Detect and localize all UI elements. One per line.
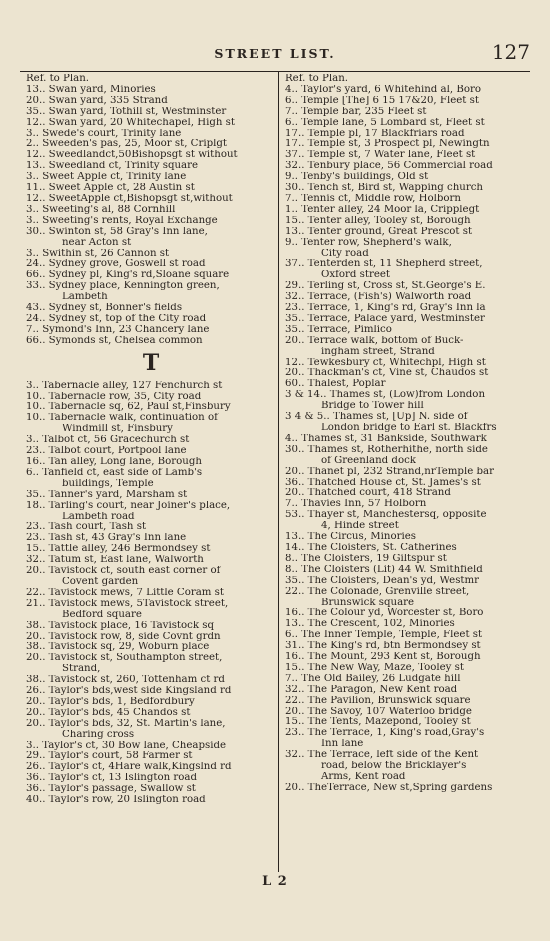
list-item: 29.. Terling st, Cross st, St.George's E. — [285, 281, 486, 292]
list-item: 22.. The Pavilion, Brunswick square — [285, 695, 471, 706]
list-item: 23.. Tash court, Tash st — [26, 522, 147, 533]
list-item: 66.. Symonds st, Chelsea common — [26, 335, 203, 346]
list-item: 20.. Swan yard, 335 Strand — [26, 95, 168, 106]
list-item: 38.. Tavistock st, 260, Tottenham ct rd — [26, 675, 225, 686]
list-item: 3.. Sweeting's rents, Royal Exchange — [26, 215, 218, 226]
section-letter: T — [142, 349, 160, 376]
list-item-continuation: buildings, Temple — [62, 478, 154, 489]
list-item: 11.. Sweet Apple ct, 28 Austin st — [26, 183, 195, 194]
list-item: 32.. Terrace, (Fish's) Walworth road — [285, 292, 472, 303]
list-item: 32.. Tenbury place, 56 Commercial road — [285, 161, 493, 172]
column-divider — [278, 72, 279, 872]
list-item: 26.. Taylor's ct, 4Hare walk,Kingslnd rd — [26, 762, 232, 773]
list-item: 7.. Symond's Inn, 23 Chancery lane — [26, 324, 210, 335]
list-item: 38.. Tavistock sq, 29, Woburn place — [26, 642, 210, 653]
header-rule — [20, 71, 530, 72]
list-item: 13.. The Crescent, 102, Minories — [285, 619, 455, 630]
list-item: 13.. The Circus, Minories — [285, 532, 416, 543]
list-item: 37.. Temple st, 7 Water lane, Fleet st — [285, 150, 476, 161]
list-item: 10.. Tabernacle row, 35, City road — [26, 391, 202, 402]
list-item: 20.. Tavistock st, Southampton street, — [26, 653, 223, 664]
street-list-left-column — [26, 74, 276, 806]
list-item: 32.. The Paragon, New Kent road — [285, 684, 458, 695]
list-item-continuation: of Greenland dock — [321, 455, 416, 466]
list-item: 7.. Temple bar, 235 Fleet st — [285, 106, 427, 117]
list-item: 32.. The Terrace, left side of the Kent — [285, 750, 479, 761]
list-item: 15.. Tattle alley, 246 Bermondsey st — [26, 544, 211, 555]
list-item: 17.. Temple pl, 17 Blackfriars road — [285, 128, 465, 139]
list-item: 23.. The Terrace, 1, King's road,Gray's — [285, 728, 485, 739]
list-item: 20.. Terrace walk, bottom of Buck- — [285, 335, 464, 346]
list-item: 35.. Tanner's yard, Marsham st — [26, 489, 188, 500]
list-item: 4.. Thames st, 31 Bankside, Southwark — [285, 433, 487, 444]
list-item: 10.. Tabernacle sq, 62, Paul st,Finsbury — [26, 402, 231, 413]
list-item-continuation: 4, Hinde street — [321, 521, 399, 532]
signature-mark: L 2 — [262, 874, 288, 889]
list-item: 3.. Taylor's ct, 30 Bow lane, Cheapside — [26, 740, 227, 751]
list-item: 20.. The Savoy, 107 Waterloo bridge — [285, 706, 472, 717]
list-item: 3.. Swithin st, 26 Cannon st — [26, 248, 170, 259]
list-item: 7.. Thavies Inn, 57 Holborn — [285, 499, 427, 510]
list-item: 3.. Swede's court, Trinity lane — [26, 128, 182, 139]
list-item: 43.. Sydney st, Bonner's fields — [26, 303, 183, 314]
list-item-continuation: Lambeth road — [62, 511, 135, 522]
list-item: 20.. Tavistock row, 8, side Covnt grdn — [26, 631, 221, 642]
list-item-continuation: Covent garden — [62, 576, 139, 587]
list-item-continuation: Oxford street — [321, 270, 390, 281]
list-item: 3.. Talbot ct, 56 Gracechurch st — [26, 435, 190, 446]
page-title: STREET LIST. — [214, 46, 336, 61]
list-item: 20.. Thatched court, 418 Strand — [285, 488, 451, 499]
list-item: 2.. Sweeden's pas, 25, Moor st, Criplgt — [26, 139, 227, 150]
list-item: 20.. Thackman's ct, Vine st, Chaudos st — [285, 368, 489, 379]
list-item: 30.. Thames st, Rotherhithe, north side — [285, 444, 488, 455]
list-item: 38.. Tavistock place, 16 Tavistock sq — [26, 620, 215, 631]
list-item: 20.. Taylor's bds, 32, St. Martin's lane, — [26, 718, 226, 729]
list-item: 32.. Tatum st, East lane, Walworth — [26, 555, 204, 566]
list-item: 18.. Tarling's court, near Joiner's place, — [26, 500, 231, 511]
list-item-continuation: near Acton st — [62, 237, 132, 248]
list-item: 20.. TheTerrace, New st,Spring gardens — [285, 782, 493, 793]
list-item: 12.. SweetApple ct,Bishopsgt st,without — [26, 193, 233, 204]
list-item: 16.. The Colour yd, Worcester st, Boro — [285, 608, 484, 619]
list-item: 23.. Terrace, 1, King's rd, Gray's Inn la — [285, 303, 486, 314]
list-item-continuation: Windmill st, Finsbury — [62, 424, 173, 435]
list-item: 6.. The Inner Temple, Temple, Fleet st — [285, 630, 483, 641]
list-item: 35.. Terrace, Palace yard, Westminster — [285, 313, 485, 324]
list-item: 6.. Tanfield ct, east side of Lamb's — [26, 467, 203, 478]
list-item-continuation: Strand, — [62, 664, 101, 675]
list-item: 36.. Taylor's passage, Swallow st — [26, 784, 196, 795]
list-item: 7.. The Old Bailey, 26 Ludgate hill — [285, 673, 461, 684]
list-item: 6.. Temple lane, 5 Lombard st, Fleet st — [285, 117, 485, 128]
street-list-right-column — [285, 74, 535, 794]
list-item: 30.. Tench st, Bird st, Wapping church — [285, 183, 483, 194]
list-item-continuation: road, below the Bricklayer's — [321, 761, 467, 772]
list-item: 10.. Tabernacle walk, continuation of — [26, 413, 218, 424]
list-item-continuation: Brunswick square — [321, 597, 415, 608]
list-item: 3 4 & 5.. Thames st, [Up] N. side of — [285, 412, 468, 423]
list-item: 35.. The Cloisters, Dean's yd, Westmr — [285, 575, 480, 586]
list-item: 13.. Sweedland ct, Trinity square — [26, 161, 198, 172]
list-item: 37.. Tenterden st, 11 Shepherd street, — [285, 259, 483, 270]
list-item: 7.. Tennis ct, Middle row, Holborn — [285, 193, 461, 204]
list-item: 9.. Tenby's buildings, Old st — [285, 172, 429, 183]
list-item: 15.. The Tents, Mazepond, Tooley st — [285, 717, 471, 728]
list-item: 1.. Tenter alley, 24 Moor la, Cripplegt — [285, 204, 480, 215]
list-item: 22.. Tavistock mews, 7 Little Coram st — [26, 587, 225, 598]
list-item: 3.. Tabernacle alley, 127 Fenchurch st — [26, 380, 223, 391]
list-item-continuation: Bridge to Tower hill — [321, 401, 424, 412]
list-item: 16.. Tan alley, Long lane, Borough — [26, 457, 202, 467]
list-item: 12.. Tewkesbury ct, Whitechpl, High st — [285, 357, 486, 368]
list-item: 20.. Tavistock ct, south east corner of — [26, 566, 221, 577]
list-item-continuation: Bedford square — [62, 609, 142, 620]
list-item: 24.. Sydney grove, Goswell st road — [26, 259, 206, 270]
list-item: 20.. Taylor's bds, 45 Chandos st — [26, 707, 191, 718]
list-item-continuation: Charing cross — [62, 729, 135, 740]
list-item: 53.. Thayer st, Manchestersq, opposite — [285, 510, 487, 521]
list-item: 23.. Talbot court, Portpool lane — [26, 446, 187, 457]
column-heading: Ref. to Plan. — [285, 74, 349, 84]
list-item: 13.. Swan yard, Minories — [26, 84, 156, 95]
list-item-continuation: Lambeth — [62, 292, 108, 303]
list-item: 3 & 14.. Thames st, (Low)from London — [285, 390, 486, 401]
list-item: 8.. The Cloisters (Lit) 44 W. Smithfield — [285, 564, 483, 575]
column-heading: Ref. to Plan. — [26, 74, 90, 84]
list-item-continuation: London bridge to Earl st. Blackfrs — [321, 423, 497, 433]
list-item: 13.. Tenter ground, Great Prescot st — [285, 226, 473, 237]
list-item: 3.. Sweet Apple ct, Trinity lane — [26, 172, 187, 183]
list-item: 17.. Temple st, 3 Prospect pl, Newingtn — [285, 139, 490, 150]
list-item-continuation: Arms, Kent road — [321, 772, 406, 782]
list-item: 9.. Tenter row, Shepherd's walk, — [285, 237, 452, 248]
list-item: 22.. The Colonade, Grenville street, — [285, 586, 470, 597]
page-number: 127 — [491, 40, 530, 64]
list-item: 40.. Taylor's row, 20 Islington road — [26, 795, 206, 806]
list-item: 31.. The King's rd, btn Bermondsey st — [285, 641, 481, 652]
list-item: 30.. Swinton st, 58 Gray's Inn lane, — [26, 226, 208, 237]
list-item-continuation: City road — [321, 248, 369, 259]
list-item: 36.. Taylor's ct, 13 Islington road — [26, 773, 197, 784]
list-item: 12.. Sweedlandct,50Bishopsgt st without — [26, 150, 238, 161]
list-item: 15.. The New Way, Maze, Tooley st — [285, 662, 464, 673]
list-item-continuation: Inn lane — [321, 739, 364, 750]
list-item: 24.. Sydney st, top of the City road — [26, 313, 207, 324]
list-item: 33.. Sydney place, Kennington green, — [26, 281, 220, 292]
list-item: 21.. Tavistock mews, 5Tavistock street, — [26, 598, 229, 609]
list-item: 29.. Taylor's court, 58 Farmer st — [26, 751, 193, 762]
list-item: 35.. Swan yard, Tothill st, Westminster — [26, 106, 227, 117]
list-item: 20.. Taylor's bds, 1, Bedfordbury — [26, 696, 195, 707]
list-item: 6.. Temple [The] 6 15 17&20, Fleet st — [285, 95, 479, 106]
list-item: 20.. Thanet pl, 232 Strand,nrTemple bar — [285, 466, 494, 477]
list-item: 60.. Thalest, Poplar — [285, 379, 386, 390]
list-item: 4.. Taylor's yard, 6 Whitehind al, Boro — [285, 84, 481, 95]
list-item-continuation: ingham street, Strand — [321, 346, 435, 357]
list-item: 3.. Sweeting's al, 88 Cornhill — [26, 204, 176, 215]
list-item: 16.. The Mount, 293 Kent st, Borough — [285, 652, 481, 663]
list-item: 66.. Sydney pl, King's rd,Sloane square — [26, 270, 230, 281]
list-item: 14.. The Cloisters, St. Catherines — [285, 542, 457, 553]
list-item: 35.. Terrace, Pimlico — [285, 324, 392, 335]
page-header — [20, 40, 530, 70]
list-item: 26.. Taylor's bds,west side Kingsland rd — [26, 686, 232, 697]
list-item: 8.. The Cloisters, 19 Giltspur st — [285, 553, 447, 564]
list-item: 15.. Tenter alley, Tooley st, Borough — [285, 215, 471, 226]
list-item: 23.. Tash st, 43 Gray's Inn lane — [26, 533, 187, 544]
list-item: 12.. Swan yard, 20 Whitechapel, High st — [26, 117, 235, 128]
list-item: 36.. Thatched House ct, St. James's st — [285, 477, 481, 488]
